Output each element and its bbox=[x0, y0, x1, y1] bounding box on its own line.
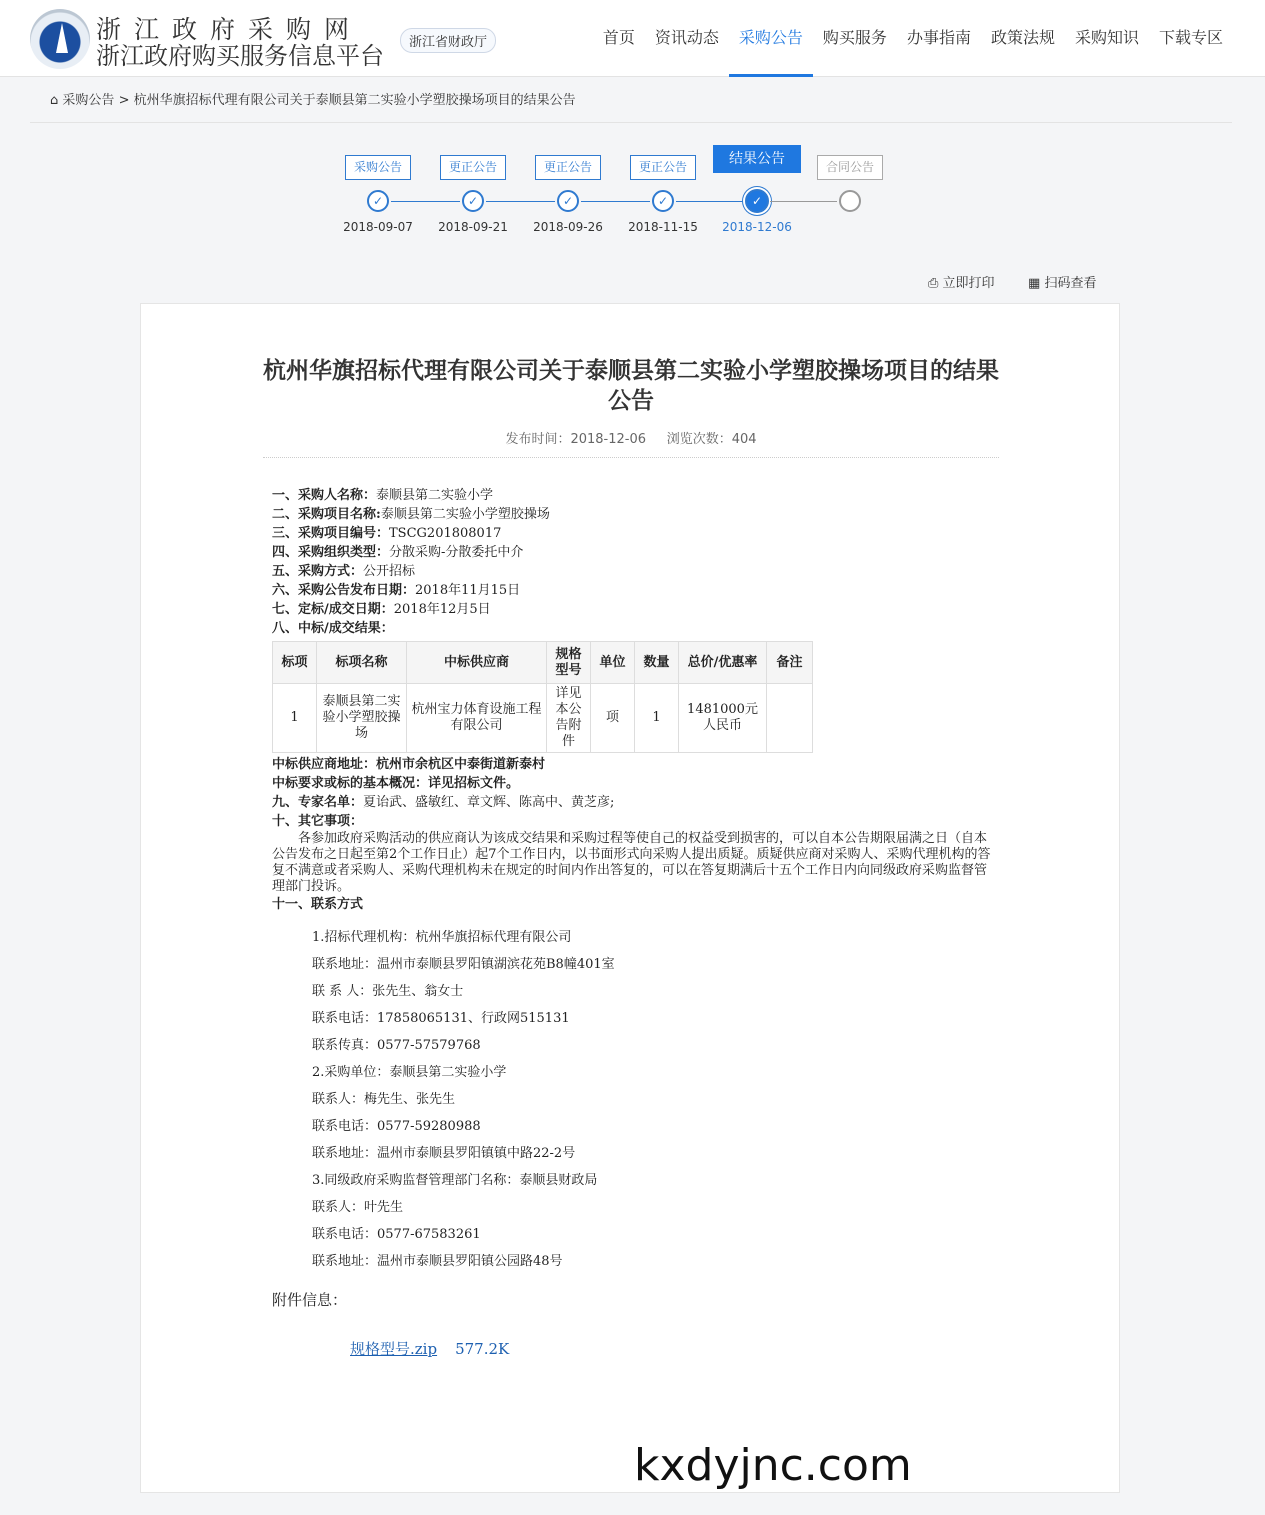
info-line bbox=[272, 524, 992, 543]
qr-view-button[interactable] bbox=[1028, 272, 1096, 291]
requirement: 中标要求或标的基本概况：详见招标文件。 bbox=[272, 776, 520, 791]
contact-line: 3.同级政府采购监督管理部门名称：泰顺县财政局 bbox=[312, 1173, 598, 1188]
nav-item[interactable]: 采购公告 bbox=[729, 0, 813, 77]
table-header: 规格型号 bbox=[547, 642, 591, 684]
publish-time: 发布时间：2018-12-06 bbox=[505, 432, 647, 447]
experts-label: 九、专家名单： bbox=[272, 795, 364, 810]
table-header: 单位 bbox=[591, 642, 635, 684]
qr-label: 扫码查看 bbox=[1044, 276, 1097, 291]
site-subtitle: 浙江政府购买服务信息平台 bbox=[96, 42, 384, 70]
info-value: TSCG201808017 bbox=[389, 526, 502, 541]
timeline-step[interactable] bbox=[817, 155, 883, 180]
announcement-meta bbox=[141, 428, 1121, 447]
other-text: 各参加政府采购活动的供应商认为该成交结果和采购过程等使自己的权益受到损害的，可以自本公告期限届满之日（自本公告发布之日起至第2个工作日止）起7个工作日内，以书面形式向采购人提出质疑。质疑供应商对采购人、采购代理机构的答复不满意或者采购人、采购代理机构未在规定的时间内作出答复的，可以在答复期满后十五个工作日内向同级政府采购监督管理部门投诉。 bbox=[272, 831, 991, 894]
result-table bbox=[272, 641, 813, 753]
table-cell: 项 bbox=[591, 684, 635, 753]
contact-label: 十一、联系方式 bbox=[272, 897, 364, 912]
attachment-item bbox=[350, 1340, 992, 1359]
table-row bbox=[273, 684, 813, 753]
supplier-address: 中标供应商地址：杭州市余杭区中泰街道新泰村 bbox=[272, 757, 546, 772]
table-cell bbox=[767, 684, 813, 753]
home-icon[interactable]: ⌂ bbox=[50, 93, 59, 108]
timeline-connector bbox=[770, 201, 837, 202]
info-value: 2018年11月15日 bbox=[415, 583, 521, 598]
print-button[interactable] bbox=[928, 272, 995, 291]
nav-item[interactable]: 购买服务 bbox=[822, 28, 887, 47]
announcement-body bbox=[272, 486, 992, 1359]
contact-list bbox=[312, 924, 992, 1275]
contact-line: 联系人：叶先生 bbox=[312, 1200, 404, 1215]
site-logo[interactable] bbox=[30, 9, 90, 69]
nav-item[interactable]: 下载专区 bbox=[1158, 28, 1223, 47]
info-line bbox=[272, 543, 992, 562]
timeline-step[interactable] bbox=[630, 155, 696, 180]
timeline-step-label[interactable]: 结果公告 bbox=[713, 145, 801, 173]
timeline-step-label[interactable]: 采购公告 bbox=[345, 155, 411, 180]
table-header: 总价/优惠率 bbox=[679, 642, 767, 684]
breadcrumb-separator: > bbox=[118, 93, 130, 108]
timeline-step-label[interactable]: 合同公告 bbox=[817, 155, 883, 180]
info-line bbox=[272, 619, 992, 638]
table-header: 备注 bbox=[767, 642, 813, 684]
check-circle-icon: ✓ bbox=[462, 190, 484, 212]
timeline-step-label[interactable]: 更正公告 bbox=[535, 155, 601, 180]
attachment-label: 附件信息： bbox=[272, 1291, 348, 1309]
info-line bbox=[272, 581, 992, 600]
info-value: 公开招标 bbox=[363, 564, 416, 579]
nav-item[interactable]: 办事指南 bbox=[906, 28, 971, 47]
department-badge[interactable]: 浙江省财政厅 bbox=[400, 28, 496, 53]
site-title: 浙江政府采购网 bbox=[96, 15, 363, 44]
table-header: 标项 bbox=[273, 642, 317, 684]
contact-line: 联系电话：17858065131、行政网515131 bbox=[312, 1011, 570, 1026]
table-header: 数量 bbox=[635, 642, 679, 684]
info-line bbox=[272, 486, 992, 505]
info-label: 四、采购组织类型： bbox=[272, 545, 390, 560]
announcement-card bbox=[140, 303, 1120, 1493]
view-count: 浏览次数：404 bbox=[666, 432, 757, 447]
contact-line: 联 系 人：张先生、翁女士 bbox=[312, 984, 464, 999]
breadcrumb-current: 杭州华旗招标代理有限公司关于泰顺县第二实验小学塑胶操场项目的结果公告 bbox=[133, 93, 576, 108]
table-header: 中标供应商 bbox=[407, 642, 547, 684]
breadcrumb bbox=[30, 78, 1232, 123]
contact-line: 联系电话：0577-67583261 bbox=[312, 1227, 481, 1242]
timeline-connector bbox=[581, 201, 650, 202]
timeline-step-label[interactable]: 更正公告 bbox=[630, 155, 696, 180]
contact-line: 2.采购单位：泰顺县第二实验小学 bbox=[312, 1065, 507, 1080]
announcement-title: 杭州华旗招标代理有限公司关于泰顺县第二实验小学塑胶操场项目的结果公告 bbox=[263, 358, 999, 414]
check-circle-icon: ✓ bbox=[557, 190, 579, 212]
contact-line: 联系电话：0577-59280988 bbox=[312, 1119, 481, 1134]
info-label: 三、采购项目编号： bbox=[272, 526, 390, 541]
print-label: 立即打印 bbox=[942, 276, 995, 291]
timeline-date: 2018-09-26 bbox=[533, 220, 603, 234]
timeline-connector bbox=[391, 201, 460, 202]
other-label: 十、其它事项： bbox=[272, 814, 364, 829]
timeline-step-label[interactable]: 更正公告 bbox=[440, 155, 506, 180]
check-circle-icon: ✓ bbox=[652, 190, 674, 212]
contact-line: 联系地址：温州市泰顺县罗阳镇湖滨花苑B8幢401室 bbox=[312, 957, 615, 972]
info-label: 二、采购项目名称: bbox=[272, 507, 381, 522]
nav-item[interactable]: 首页 bbox=[602, 28, 635, 47]
attachment-link[interactable]: 规格型号.zip bbox=[350, 1340, 438, 1358]
info-label: 六、采购公告发布日期： bbox=[272, 583, 416, 598]
nav-item[interactable]: 资讯动态 bbox=[654, 28, 719, 47]
table-cell: 1481000元人民币 bbox=[679, 684, 767, 753]
table-cell: 泰顺县第二实验小学塑胶操场 bbox=[317, 684, 407, 753]
qr-code-icon: ▦ bbox=[1028, 276, 1041, 291]
timeline-date: 2018-09-21 bbox=[438, 220, 508, 234]
info-label: 一、采购人名称： bbox=[272, 488, 377, 503]
table-cell: 详见本公告附件 bbox=[547, 684, 591, 753]
table-cell: 1 bbox=[273, 684, 317, 753]
contact-line: 联系传真：0577-57579768 bbox=[312, 1038, 481, 1053]
info-value: 泰顺县第二实验小学 bbox=[376, 488, 494, 503]
nav-item[interactable]: 采购知识 bbox=[1074, 28, 1139, 47]
check-circle-icon: ✓ bbox=[745, 189, 769, 213]
info-label: 八、中标/成交结果： bbox=[272, 621, 394, 636]
table-cell: 1 bbox=[635, 684, 679, 753]
nav-item[interactable]: 政策法规 bbox=[990, 28, 1055, 47]
pending-circle-icon bbox=[839, 190, 861, 212]
timeline-date: 2018-09-07 bbox=[343, 220, 413, 234]
info-line bbox=[272, 505, 992, 524]
timeline-date: 2018-12-06 bbox=[722, 220, 792, 234]
site-header bbox=[0, 0, 1265, 77]
table-cell: 杭州宝力体育设施工程有限公司 bbox=[407, 684, 547, 753]
table-header: 标项名称 bbox=[317, 642, 407, 684]
contact-line: 1.招标代理机构：杭州华旗招标代理有限公司 bbox=[312, 930, 572, 945]
info-label: 五、采购方式： bbox=[272, 564, 364, 579]
info-value: 2018年12月5日 bbox=[393, 602, 491, 617]
main-nav bbox=[593, 0, 1233, 77]
watermark: kxdyjnc.com bbox=[634, 1440, 912, 1491]
contact-line: 联系地址：温州市泰顺县罗阳镇公园路48号 bbox=[312, 1254, 563, 1269]
contact-line: 联系人：梅先生、张先生 bbox=[312, 1092, 456, 1107]
info-value: 泰顺县第二实验小学塑胶操场 bbox=[380, 507, 550, 522]
timeline-connector bbox=[676, 201, 744, 202]
info-value: 分散采购-分散委托中介 bbox=[389, 545, 524, 560]
timeline-step[interactable] bbox=[724, 151, 790, 183]
attachment-size: 577.2K bbox=[455, 1340, 510, 1358]
printer-icon: ⎙ bbox=[928, 276, 939, 291]
timeline-step[interactable] bbox=[440, 155, 506, 180]
divider bbox=[263, 457, 999, 458]
contact-line: 联系地址：温州市泰顺县罗阳镇镇中路22-2号 bbox=[312, 1146, 576, 1161]
experts: 夏诒武、盛敏红、章文辉、陈高中、黄芝彦; bbox=[363, 795, 615, 810]
info-label: 七、定标/成交日期： bbox=[272, 602, 394, 617]
timeline-step[interactable] bbox=[535, 155, 601, 180]
breadcrumb-link[interactable]: 采购公告 bbox=[62, 93, 115, 108]
check-circle-icon: ✓ bbox=[367, 190, 389, 212]
info-line bbox=[272, 562, 992, 581]
timeline-connector bbox=[486, 201, 555, 202]
timeline-step[interactable] bbox=[345, 155, 411, 180]
info-line bbox=[272, 600, 992, 619]
timeline-date: 2018-11-15 bbox=[628, 220, 698, 234]
